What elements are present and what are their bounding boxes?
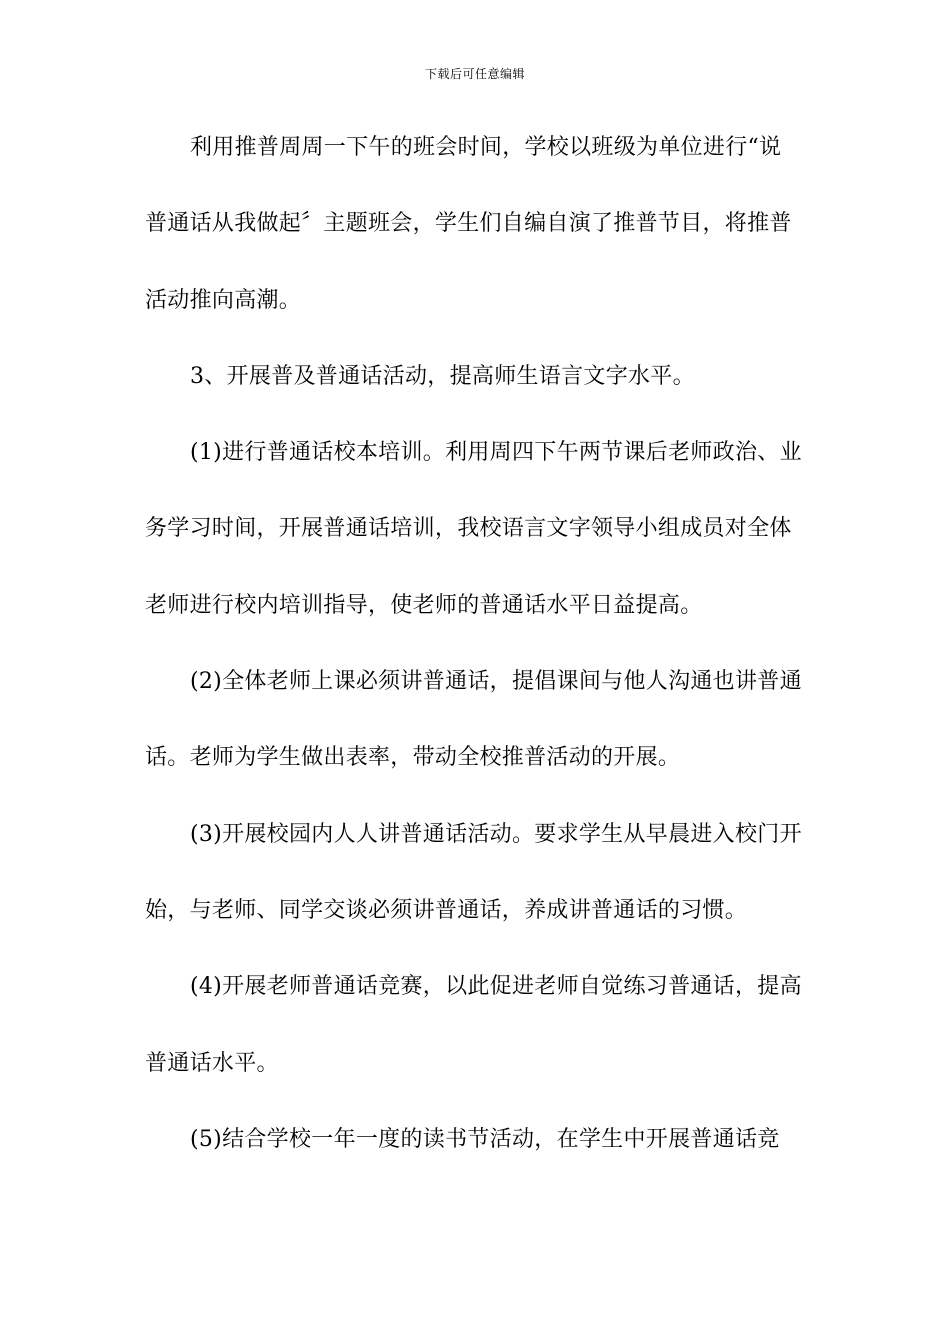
text-line: 老师进行校内培训指导，使老师的普通话水平日益提高。 xyxy=(145,592,703,618)
text-line: (1)进行普通话校本培训。利用周四下午两节课后老师政治、业 xyxy=(190,440,802,466)
text-line: (3)开展校园内人人讲普通话活动。要求学生从早晨进入校门开 xyxy=(190,821,802,847)
text-line: 普通话从我做起〞主题班会，学生们自编自演了推普节目，将推普 xyxy=(145,211,792,237)
text-line: 利用推普周周一下午的班会时间，学校以班级为单位进行“说 xyxy=(190,135,782,160)
text-line: 话。老师为学生做出表率，带动全校推普活动的开展。 xyxy=(145,745,681,771)
text-line: 始，与老师、同学交谈必须讲普通话，养成讲普通话的习惯。 xyxy=(145,897,748,923)
document-body xyxy=(145,128,810,1196)
text-line: 普通话水平。 xyxy=(145,1050,279,1076)
text-line: 3、开展普及普通话活动，提高师生语言文字水平。 xyxy=(190,363,695,389)
page-header-note: 下载后可任意编辑 xyxy=(424,67,525,81)
text-line: (2)全体老师上课必须讲普通话，提倡课间与他人沟通也讲普通 xyxy=(190,669,802,695)
text-line: (4)开展老师普通话竞赛，以此促进老师自觉练习普通话，提高 xyxy=(190,974,802,1000)
text-line: (5)结合学校一年一度的读书节活动，在学生中开展普通话竞 xyxy=(190,1126,780,1152)
text-line: 务学习时间，开展普通话培训，我校语言文字领导小组成员对全体 xyxy=(145,516,792,542)
text-line: 活动推向高潮。 xyxy=(145,287,302,313)
